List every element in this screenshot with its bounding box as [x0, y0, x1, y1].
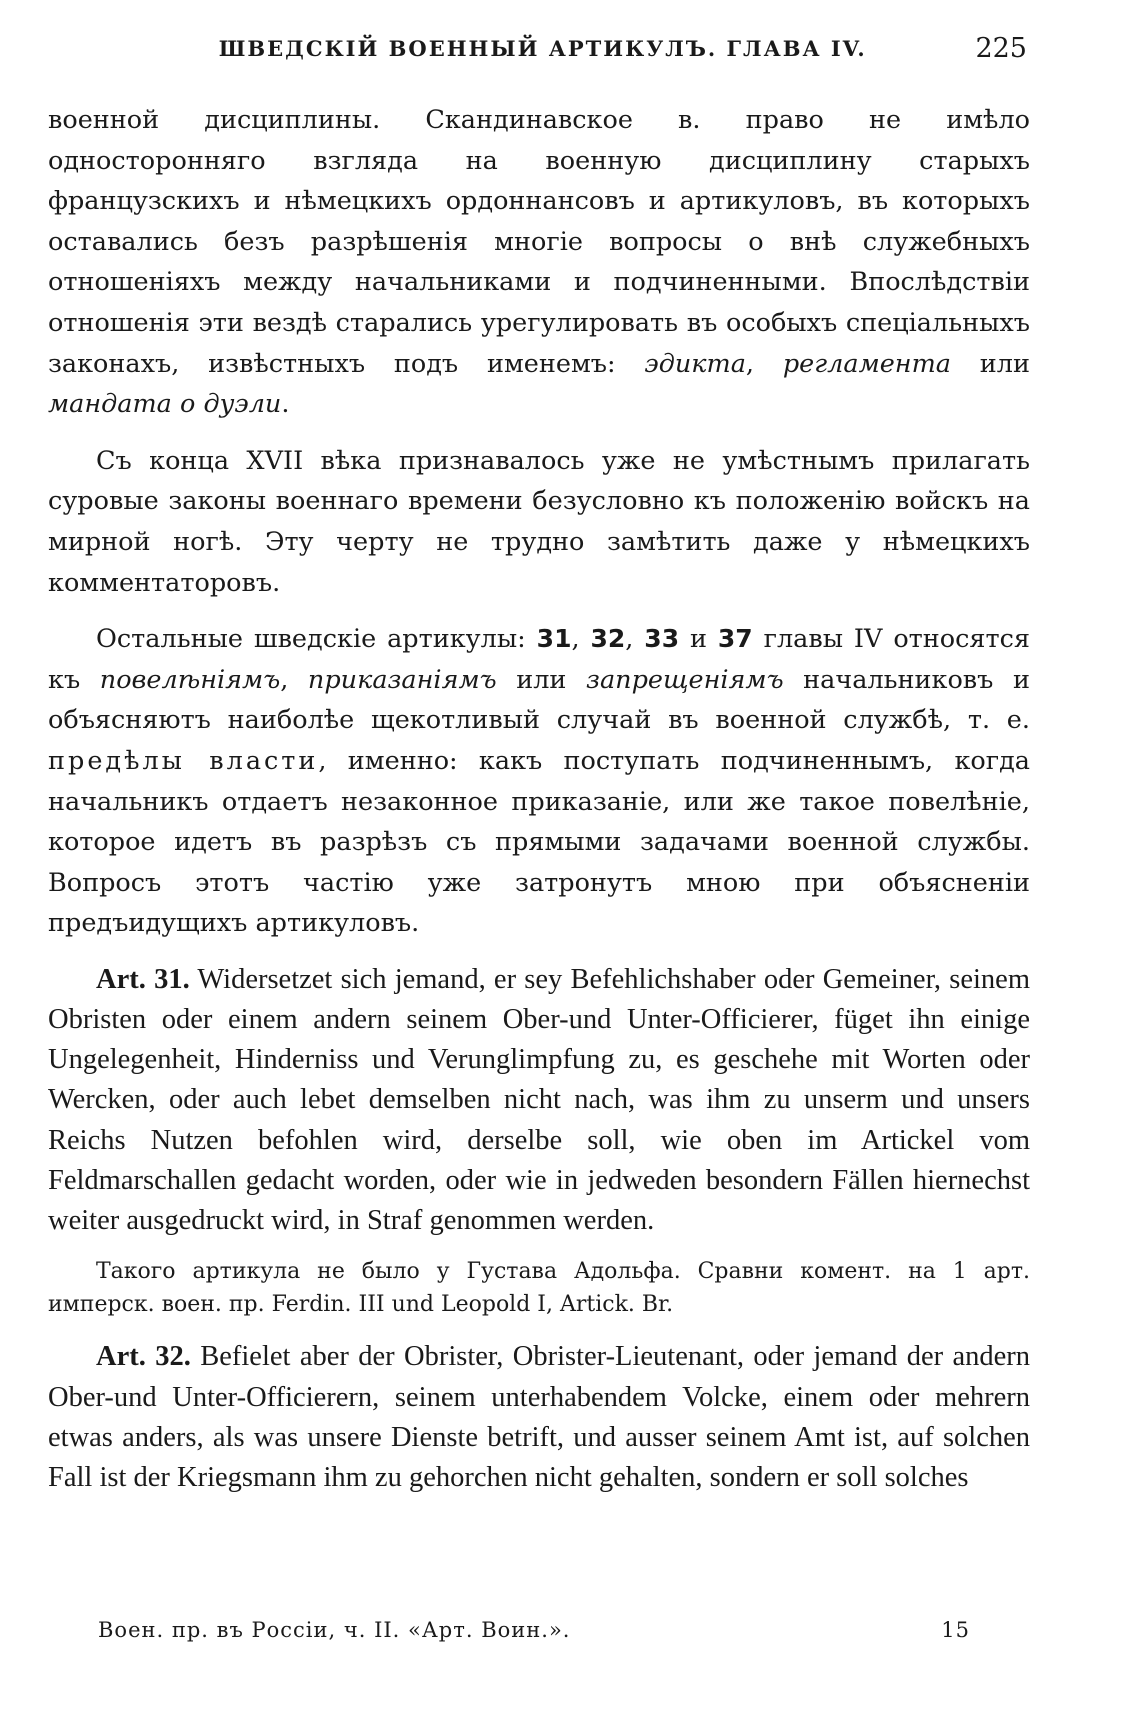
- article-ref-32: 32: [590, 624, 626, 654]
- article-31-label: Art. 31.: [96, 963, 190, 995]
- page-footer: [98, 1618, 970, 1642]
- body-text: [48, 100, 1030, 1498]
- term-prikazanie: приказаніямъ: [307, 664, 497, 695]
- paragraph-articles-overview: Остальные шведскіе артикулы: 31, 32, 33 и 37 главы IV относятся къ повелѣніямъ, приказаніямъ или запрещеніямъ начальниковъ и объясняютъ наиболѣе щекотливый случай въ военной службѣ, т. е. предѣлы власти, именно: какъ поступать подчиненнымъ, когда начальникъ отдаетъ незаконное приказаніе, или же такое повелѣніе, которое идетъ въ разрѣзъ съ прямыми задачами военной службы. Вопросъ этотъ частію уже затронутъ мною при объясненіи предъидущихъ артикуловъ.: [48, 624, 1030, 939]
- page-header: [50, 28, 1027, 68]
- paragraph-discipline: военной дисциплины. Скандинавское в. право не имѣло односторонняго взгляда на военную дисциплину старыхъ французскихъ и нѣмецкихъ ордоннансовъ и артикуловъ, въ которыхъ оставались безъ разрѣшенія многіе вопросы о внѣ служебныхъ отношеніяхъ между начальниками и подчиненными. Впослѣдствіи отношенія эти вездѣ старались урегулировать въ особыхъ спеціальныхъ законахъ, извѣстныхъ подъ именемъ: эдикта, регламента или мандата о дуэли.: [48, 105, 1030, 420]
- article-32-label: Art. 32.: [96, 1341, 191, 1373]
- term-zapreshchenie: запрещеніямъ: [586, 664, 784, 695]
- term-mandata: мандата о дуэли: [48, 389, 282, 420]
- article-ref-33: 33: [644, 624, 680, 654]
- footer-sheet-number: 15: [941, 1618, 970, 1642]
- footer-signature: Воен. пр. въ Россіи, ч. II. «Арт. Воин.».: [98, 1618, 571, 1642]
- paragraph-xvii-century: Съ конца XVII вѣка признавалось уже не умѣстнымъ прилагать суровые законы военнаго времени безусловно къ положенію войскъ на мирной ногѣ. Эту черту не трудно замѣтить даже у нѣмецкихъ комментаторовъ.: [48, 445, 1030, 598]
- term-predely-vlasti: предѣлы власти: [48, 745, 319, 776]
- article-32: Art. 32. Befielet aber der Obrister, Obrister-Lieutenant, oder jemand der andern Ober-und Unter-Officierern, seinem unterhabendem Volcke, einem oder mehrern etwas anders, als was unsere Dienste betrift, und ausser seinem Amt ist, auf solchen Fall ist der Kriegsmann ihm zu gehorchen nicht gehalten, sondern er soll solches: [48, 1341, 1030, 1493]
- term-povelenie: повелѣніямъ: [99, 664, 281, 695]
- article-ref-31: 31: [536, 624, 572, 654]
- term-edikta: эдикта: [644, 348, 746, 379]
- article-ref-37: 37: [717, 624, 753, 654]
- page-number: 225: [975, 32, 1027, 64]
- term-reglamenta: регламента: [782, 348, 951, 379]
- running-title: ШВЕДСКІЙ ВОЕННЫЙ АРТИКУЛЪ. ГЛАВА IV.: [218, 35, 867, 61]
- article-31: Art. 31. Widersetzet sich jemand, er sey Befehlichshaber oder Gemeiner, seinem Obristen oder einem andern seinem Ober-und Unter-Officierer, füget ihn einige Ungelegenheit, Hinderniss und Verunglimpfung zu, es geschehe mit Worten oder Wercken, oder auch lebet demselben nicht nach, was ihm zu unserm und unsers Reichs Nutzen befohlen wird, derselbe soll, wie oben im Artickel vom Feldmarschallen gedacht worden, oder wie in jedweden besondern Fällen hiernechst weiter ausgedruckt wird, in Straf genommen werden.: [48, 963, 1030, 1237]
- note-article-31: Такого артикула не было у Густава Адольфа. Сравни комент. на 1 арт. имперск. воен. пр. Ferdin. III und Leopold I, Artick. Br.: [48, 1259, 1030, 1318]
